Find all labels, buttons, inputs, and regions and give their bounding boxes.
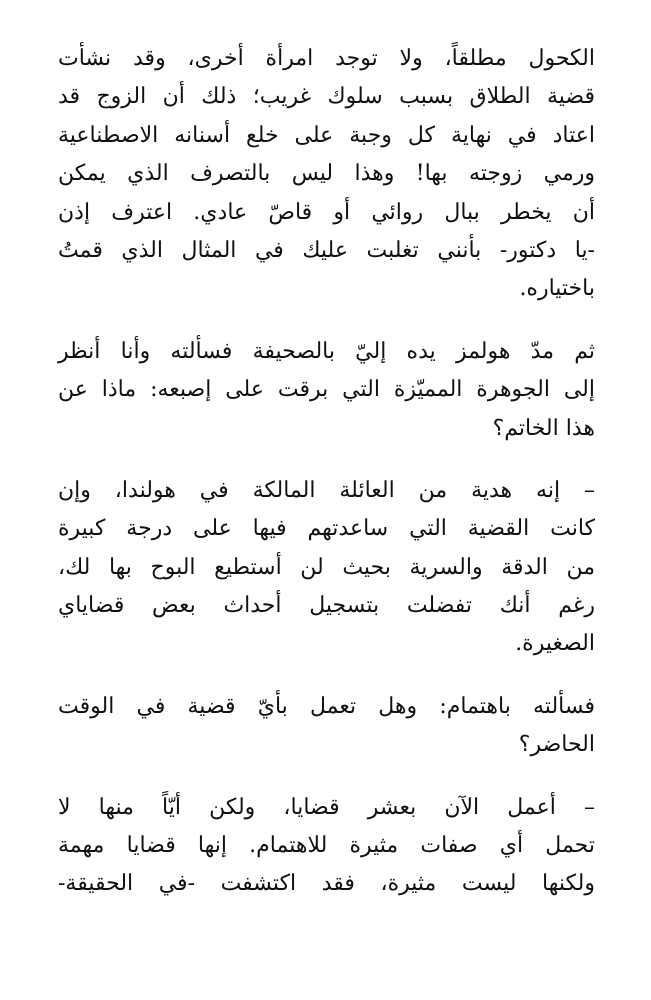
text-line: فسألته باهتمام: وهل تعمل بأيّ قضية في الوقت bbox=[58, 693, 595, 719]
paragraph-gap bbox=[58, 765, 595, 789]
text-line: اعتاد في نهاية كل وجبة على خلع أسنانه الاصطناعية bbox=[58, 122, 595, 148]
text-line: رغم أنك تفضلت بتسجيل أحداث بعض قضاياي bbox=[58, 593, 595, 619]
text-line: ثم مدّ هولمز يده إليّ بالصحيفة فسألته وأنا أنظر bbox=[58, 338, 595, 364]
text-line: كانت القضية التي ساعدتهم فيها على درجة كبيرة bbox=[58, 516, 595, 542]
text-line: – إنه هدية من العائلة المالكة في هولندا، وإن bbox=[58, 477, 595, 503]
text-line: – أعمل الآن بعشر قضايا، ولكن أيّاً منها لا bbox=[58, 794, 595, 820]
paragraph-5 bbox=[58, 789, 595, 904]
text-line: ورمي زوجته بها! وهذا ليس بالتصرف الذي يمكن bbox=[58, 161, 595, 187]
text-line: باختياره. bbox=[519, 276, 595, 302]
text-line: هذا الخاتم؟ bbox=[492, 415, 595, 441]
paragraph-1 bbox=[58, 40, 595, 309]
text-line: الحاضر؟ bbox=[518, 732, 595, 758]
text-line: تحمل أي صفات مثيرة للاهتمام. إنها قضايا مهمة bbox=[58, 833, 595, 859]
text-line: ولكنها ليست مثيرة، فقد اكتشفت -في الحقيقة- bbox=[58, 871, 595, 897]
paragraph-3 bbox=[58, 472, 595, 664]
text-line: الكحول مطلقاً، ولا توجد امرأة أخرى، وقد نشأت bbox=[58, 46, 595, 71]
text-line: الصغيرة. bbox=[515, 631, 595, 657]
paragraph-gap bbox=[58, 309, 595, 333]
text-line: -يا دكتور- بأنني تغلبت عليك في المثال الذي قمتُ bbox=[58, 237, 595, 263]
text-line: من الدقة والسرية بحيث لن أستطيع البوح بها لك، bbox=[58, 554, 595, 580]
text-line: إلى الجوهرة المميّزة التي برقت على إصبعه: ماذا عن bbox=[58, 377, 595, 403]
text-line: أن يخطر ببال روائي أو قاصّ عادي. اعترف إذن bbox=[58, 199, 595, 225]
book-page bbox=[58, 40, 595, 904]
paragraph-gap bbox=[58, 664, 595, 688]
text-line: قضية الطلاق بسبب سلوك غريب؛ ذلك أن الزوج قد bbox=[58, 84, 595, 110]
paragraph-4 bbox=[58, 688, 595, 765]
paragraph-gap bbox=[58, 448, 595, 472]
paragraph-2 bbox=[58, 333, 595, 448]
